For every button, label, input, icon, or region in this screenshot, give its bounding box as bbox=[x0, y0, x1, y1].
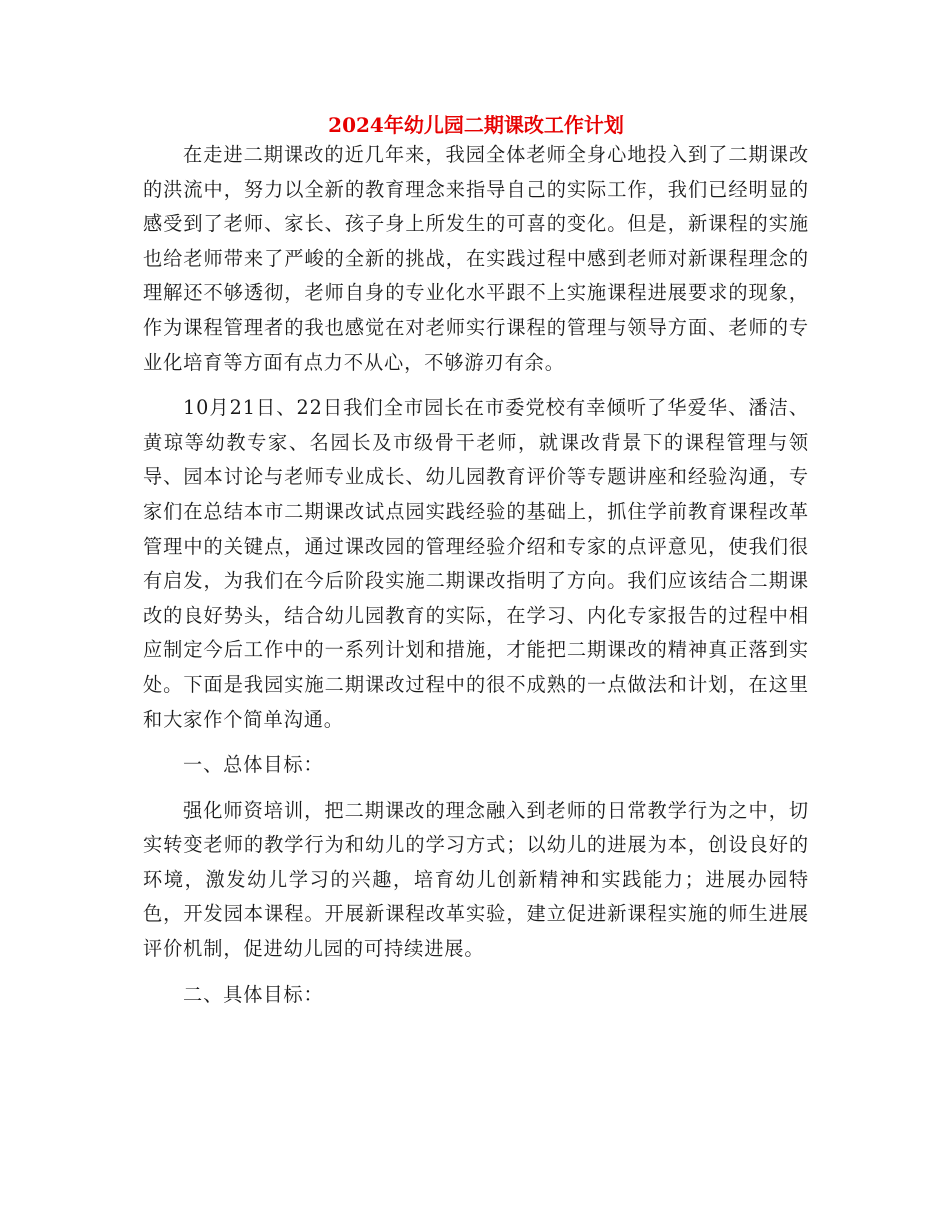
document-page bbox=[143, 112, 809, 1012]
section-heading-specific-goals: 二、具体目标： bbox=[183, 982, 324, 1006]
intro-paragraph: 在走进二期课改的近几年来，我园全体老师全身心地投入到了二期课改的洪流中，努力以全新的教育理念来指导自己的实际工作，我们已经明显的感受到了老师、家长、孩子身上所发生的可喜的变化。但是，新课程的实施也给老师带来了严峻的全新的挑战，在实践过程中感到老师对新课程理念的理解还不够透彻，老师自身的专业化水平跟不上实施课程进展要求的现象，作为课程管理者的我也感觉在对老师实行课程的管理与领导方面、老师的专业化培育等方面有点力不从心，不够游刃有余。 bbox=[143, 143, 809, 374]
section-heading-overall-goals: 一、总体目标： bbox=[183, 753, 324, 777]
document-title: 2024年幼儿园二期课改工作计划 bbox=[328, 113, 624, 137]
paragraph-gap bbox=[143, 783, 809, 794]
paragraph-gap bbox=[143, 737, 809, 748]
overall-goals-paragraph: 强化师资培训，把二期课改的理念融入到老师的日常教学行为之中，切实转变老师的教学行为和幼儿的学习方式；以幼儿的进展为本，创设良好的环境，激发幼儿学习的兴趣，培育幼儿创新精神和实践能力；进展办园特色，开发园本课程。开展新课程改革实验，建立促进新课程实施的师生进展评价机制，促进幼儿园的可持续进展。 bbox=[143, 798, 809, 961]
paragraph-gap bbox=[143, 380, 809, 391]
paragraph-gap bbox=[143, 967, 809, 978]
meeting-paragraph: 10月21日、22日我们全市园长在市委党校有幸倾听了华爱华、潘洁、黄琼等幼教专家、名园长及市级骨干老师，就课改背景下的课程管理与领导、园本讨论与老师专业成长、幼儿园教育评价等专题讲座和经验沟通，专家们在总结本市二期课改试点园实践经验的基础上，抓住学前教育课程改革管理中的关键点，通过课改园的管理经验介绍和专家的点评意见，使我们很有启发，为我们在今后阶段实施二期课改指明了方向。我们应该结合二期课改的良好势头，结合幼儿园教育的实际，在学习、内化专家报告的过程中相应制定今后工作中的一系列计划和措施，才能把二期课改的精神真正落到实处。下面是我园实施二期课改过程中的很不成熟的一点做法和计划，在这里和大家作个简单沟通。 bbox=[143, 396, 809, 731]
